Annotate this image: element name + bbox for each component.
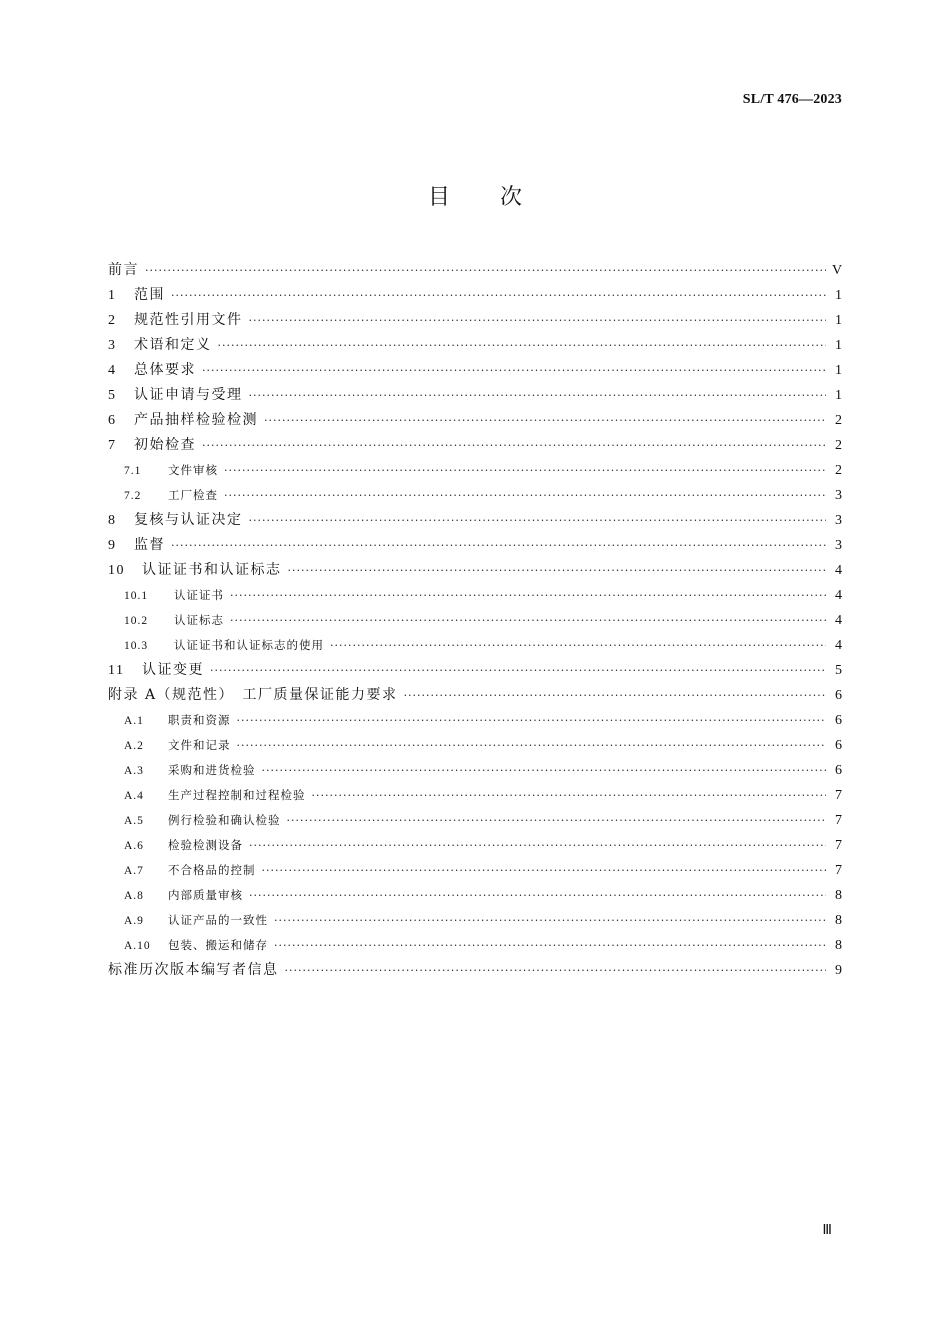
toc-entry-a-8[interactable] (108, 883, 842, 908)
toc-entry-label: 不合格品的控制 (168, 863, 256, 877)
toc-entry-number: 10.2 (124, 615, 149, 627)
toc-entry-label: 认证变更 (142, 662, 204, 678)
toc-entry-label: 认证证书和认证标志的使用 (174, 638, 324, 652)
toc-entry-number: 3 (108, 338, 117, 353)
toc-entry-label: 认证证书和认证标志 (142, 562, 282, 578)
toc-entry-label: 初始检查 (134, 437, 196, 453)
toc-entry-page: 4 (835, 588, 842, 603)
toc-leader-dots (237, 733, 827, 758)
page-number: Ⅲ (822, 1223, 832, 1238)
toc-entry-page: 6 (835, 713, 842, 728)
toc-entry-number: A.7 (124, 865, 144, 877)
toc-entry-7-2[interactable] (108, 483, 842, 508)
toc-leader-dots (171, 283, 826, 308)
toc-leader-dots (262, 858, 827, 883)
toc-entry-page: 4 (835, 563, 842, 578)
toc-entry-11[interactable] (108, 658, 842, 683)
toc-entry-page: 6 (835, 763, 842, 778)
toc-leader-dots (202, 358, 826, 383)
toc-leader-dots (224, 458, 826, 483)
toc-entry-page: 8 (835, 913, 842, 928)
toc-entry-a-10[interactable] (108, 933, 842, 958)
toc-entry-number: A.10 (124, 940, 151, 952)
toc-entry-page: 6 (835, 688, 842, 703)
toc-entry-page: 2 (835, 413, 842, 428)
toc-entry-10-3[interactable] (108, 633, 842, 658)
toc-entry-version-history[interactable] (108, 958, 842, 983)
toc-entry-number: A.5 (124, 815, 144, 827)
toc-leader-dots (274, 933, 826, 958)
toc-leader-dots (285, 958, 827, 983)
toc-entry-number: A.6 (124, 840, 144, 852)
toc-entry-label: 内部质量审核 (168, 888, 243, 902)
toc-entry-page: 3 (835, 488, 842, 503)
toc-entry-number: A.3 (124, 765, 144, 777)
toc-entry-label: 检验检测设备 (168, 838, 243, 852)
toc-leader-dots (218, 333, 827, 358)
toc-entry-number: 7 (108, 438, 117, 453)
toc-entry-number: 9 (108, 538, 117, 553)
toc-entry-page: 6 (835, 738, 842, 753)
toc-entry-number: 10 (108, 563, 125, 578)
toc-entry-page: 3 (835, 538, 842, 553)
table-of-contents (108, 258, 842, 983)
toc-leader-dots (249, 883, 826, 908)
toc-entry-label: 范围 (134, 287, 165, 303)
toc-entry-10-1[interactable] (108, 583, 842, 608)
toc-entry-number: 8 (108, 513, 117, 528)
toc-entry-number: A.4 (124, 790, 144, 802)
toc-entry-page: 7 (835, 838, 842, 853)
toc-entry-label: 工厂检查 (168, 488, 218, 502)
toc-entry-number: 7.1 (124, 465, 142, 477)
toc-leader-dots (202, 433, 826, 458)
toc-leader-dots (230, 608, 826, 633)
toc-entry-5[interactable] (108, 383, 842, 408)
toc-leader-dots (264, 408, 826, 433)
toc-entry-page: 8 (835, 938, 842, 953)
toc-entry-8[interactable] (108, 508, 842, 533)
toc-entry-number: A.1 (124, 715, 144, 727)
toc-entry-page: 7 (835, 813, 842, 828)
toc-leader-dots (249, 383, 827, 408)
toc-entry-number: 1 (108, 288, 117, 303)
toc-entry-number: 6 (108, 413, 117, 428)
toc-entry-a-5[interactable] (108, 808, 842, 833)
toc-entry-label: 复核与认证决定 (134, 512, 243, 528)
toc-leader-dots (249, 833, 826, 858)
toc-entry-number: 2 (108, 313, 117, 328)
toc-entry-label: 认证产品的一致性 (168, 913, 268, 927)
toc-entry-label: 例行检验和确认检验 (168, 813, 281, 827)
toc-entry-page: 4 (835, 613, 842, 628)
toc-entry-label: 文件审核 (168, 463, 218, 477)
toc-entry-label: 包装、搬运和储存 (168, 938, 268, 952)
toc-leader-dots (237, 708, 827, 733)
toc-entry-4[interactable] (108, 358, 842, 383)
toc-leader-dots (145, 258, 826, 283)
toc-entry-page: V (832, 263, 843, 278)
toc-entry-label: 认证标志 (174, 613, 224, 627)
toc-entry-a-7[interactable] (108, 858, 842, 883)
toc-entry-a-2[interactable] (108, 733, 842, 758)
toc-entry-number: A.9 (124, 915, 144, 927)
toc-entry-label: 生产过程控制和过程检验 (168, 788, 306, 802)
toc-entry-label: 前言 (108, 262, 139, 278)
toc-entry-a-3[interactable] (108, 758, 842, 783)
toc-leader-dots (288, 558, 827, 583)
toc-entry-page: 1 (835, 388, 842, 403)
toc-leader-dots (171, 533, 826, 558)
toc-entry-appendix-a[interactable] (108, 683, 842, 708)
toc-entry-9[interactable] (108, 533, 842, 558)
toc-entry-number: 10.3 (124, 640, 149, 652)
toc-entry-a-1[interactable] (108, 708, 842, 733)
toc-entry-label: 文件和记录 (168, 738, 231, 752)
toc-entry-10[interactable] (108, 558, 842, 583)
toc-entry-page: 1 (835, 338, 842, 353)
toc-entry-7-1[interactable] (108, 458, 842, 483)
toc-entry-label: 监督 (134, 537, 165, 553)
toc-leader-dots (404, 683, 826, 708)
toc-entry-number: A.2 (124, 740, 144, 752)
toc-entry-a-9[interactable] (108, 908, 842, 933)
toc-leader-dots (210, 658, 826, 683)
toc-entry-page: 3 (835, 513, 842, 528)
toc-entry-1[interactable] (108, 283, 842, 308)
toc-entry-a-6[interactable] (108, 833, 842, 858)
document-code: SL/T 476—2023 (742, 92, 842, 107)
toc-leader-dots (224, 483, 826, 508)
toc-entry-number: 5 (108, 388, 117, 403)
toc-entry-page: 1 (835, 363, 842, 378)
page-title-char-1: 目 (427, 185, 450, 210)
toc-entry-label: 职责和资源 (168, 713, 231, 727)
toc-leader-dots (249, 308, 827, 333)
toc-entry-label: 规范性引用文件 (134, 312, 243, 328)
toc-entry-page: 4 (835, 638, 842, 653)
toc-entry-number: 10.1 (124, 590, 149, 602)
toc-entry-number: 4 (108, 363, 117, 378)
toc-leader-dots (312, 783, 827, 808)
toc-entry-3[interactable] (108, 333, 842, 358)
toc-entry-6[interactable] (108, 408, 842, 433)
toc-entry-label: 采购和进货检验 (168, 763, 256, 777)
toc-entry-page: 1 (835, 288, 842, 303)
toc-entry-number: 7.2 (124, 490, 142, 502)
toc-entry-page: 2 (835, 463, 842, 478)
toc-entry-7[interactable] (108, 433, 842, 458)
toc-entry-page: 7 (835, 863, 842, 878)
toc-entry-number: 11 (108, 663, 125, 678)
toc-entry-page: 2 (835, 438, 842, 453)
toc-entry-2[interactable] (108, 308, 842, 333)
toc-entry-page: 9 (835, 963, 842, 978)
toc-entry-label: 认证申请与受理 (134, 387, 243, 403)
toc-leader-dots (230, 583, 826, 608)
toc-leader-dots (274, 908, 826, 933)
toc-entry-page: 1 (835, 313, 842, 328)
toc-entry-label: 术语和定义 (134, 337, 212, 353)
page-title (0, 180, 950, 211)
toc-leader-dots (287, 808, 827, 833)
toc-entry-foreword[interactable] (108, 258, 842, 283)
toc-leader-dots (330, 633, 826, 658)
toc-entry-label: 附录 A（规范性） 工厂质量保证能力要求 (108, 687, 398, 703)
page-title-char-2: 次 (500, 185, 523, 210)
toc-entry-a-4[interactable] (108, 783, 842, 808)
toc-entry-number: A.8 (124, 890, 144, 902)
toc-entry-10-2[interactable] (108, 608, 842, 633)
toc-entry-label: 标准历次版本编写者信息 (108, 962, 279, 978)
toc-entry-page: 8 (835, 888, 842, 903)
toc-leader-dots (249, 508, 827, 533)
toc-entry-label: 认证证书 (174, 588, 224, 602)
toc-entry-label: 总体要求 (134, 362, 196, 378)
toc-entry-page: 5 (835, 663, 842, 678)
toc-entry-label: 产品抽样检验检测 (134, 412, 258, 428)
toc-leader-dots (262, 758, 827, 783)
toc-entry-page: 7 (835, 788, 842, 803)
